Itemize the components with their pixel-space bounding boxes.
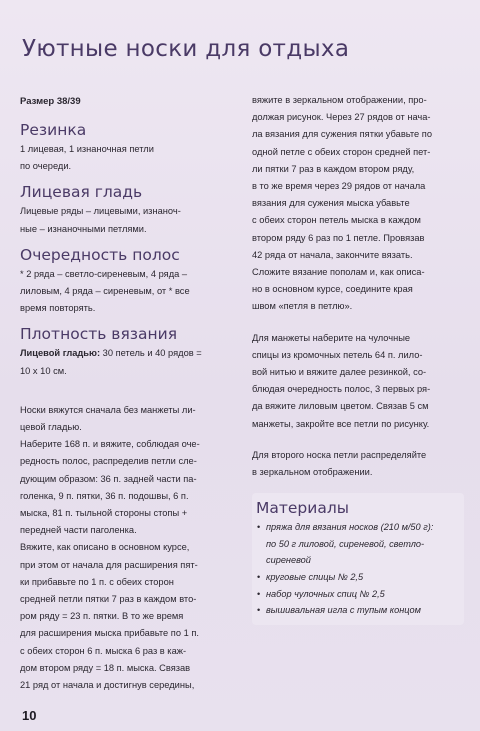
right-column	[252, 92, 464, 625]
materials-item-yarn: • пряжа для вязания носков (210 м/50 г): по 50 г лиловой, сиреневой, светло- сиреневой	[256, 519, 460, 569]
rib-heading: Резинка	[20, 121, 87, 139]
size-label: Размер 38/39	[20, 96, 81, 107]
stripes-section	[20, 246, 236, 318]
gauge-section	[20, 325, 236, 379]
left-body-2: Наберите 168 п. и вяжите, соблюдая оче- редность полос, распределив петли сле- дующим образом: 36 п. задней части па- голенка, 9 п. пятки, 36 п. подошвы, 6 п. мыска, 81 п. тыльной стороны стопы + передней части паголенка.	[20, 439, 200, 536]
left-body-3: Вяжите, как описано в основном курсе, при этом от начала для расширения пят- ки прибавьте по 1 п. с обеих сторон средней петли пятки 7 раз в каждом вто- ром ряду = 23 п. пятки. В то же время для расширения мыска прибавьте по 1 п. с обеих сторон 6 п. мыска 6 раз в каж- дом втором ряду = 18 п. мыска. Связав 21 ряд от начала и достигнув середины,	[20, 542, 199, 691]
right-body-1: вяжите в зеркальном отображении, про- должая рисунок. Через 27 рядов от нача- ла вязания для сужения пятки убавьте по одной петле с обеих сторон средней пет- ли пятки 7 раз в каждом втором ряду, в то же время через 29 рядов от начала вязания для сужения мыска убавьте с обеих сторон петель мыска в каждом втором ряду 6 раз по 1 петле. Провязав 42 ряда от начала, закончите вязать. Сложите вязание пополам и, как описа- но в основном курсе, соедините края швом «петля в петлю».	[252, 95, 432, 312]
rib-text: 1 лицевая, 1 изнаночная петли по очереди.	[20, 144, 154, 172]
stockinette-heading: Лицевая гладь	[20, 183, 143, 202]
page-title: Уютные носки для отдыха	[22, 36, 350, 62]
materials-item-circular-needles: • круговые спицы № 2,5	[256, 569, 460, 586]
materials-item-needle: • вышивальная игла с тупым концом	[256, 602, 460, 619]
right-body-2: Для манжеты наберите на чулочные спицы из кромочных петель 64 п. лило- вой нитью и вяжите далее резинкой, со- блюдая очередность полос, 3 первых ря- да вяжите лиловым цветом. Связав 5 см манжеты, закройте все петли по рисунку.	[252, 332, 431, 429]
stripes-heading: Очередность полос	[20, 245, 180, 264]
stockinette-section	[20, 183, 236, 237]
rib-section	[20, 121, 236, 175]
gauge-value: 30 петель и 40 рядов = 10 х 10 см.	[20, 348, 202, 376]
gauge-heading: Плотность вязания	[20, 325, 178, 344]
materials-box	[252, 493, 464, 625]
materials-list	[256, 519, 460, 619]
stockinette-text: Лицевые ряды – лицевыми, изнаноч- ные – изнаночными петлями.	[20, 206, 181, 234]
materials-heading: Материалы	[256, 499, 349, 518]
page-number: 10	[22, 708, 37, 723]
stripes-text: * 2 ряда – светло-сиреневым, 4 ряда – лиловым, 4 ряда – сиреневым, от * все время повторять.	[20, 268, 190, 314]
left-column	[20, 92, 236, 694]
right-body-3: Для второго носка петли распределяйте в зеркальном отображении.	[252, 449, 427, 478]
gauge-label: Лицевой гладью:	[20, 348, 101, 359]
gauge-text	[20, 345, 236, 379]
left-body-1: Носки вяжутся сначала без манжеты ли- цевой гладью.	[20, 404, 196, 433]
materials-item-dpn-set: • набор чулочных спиц № 2,5	[256, 586, 460, 603]
